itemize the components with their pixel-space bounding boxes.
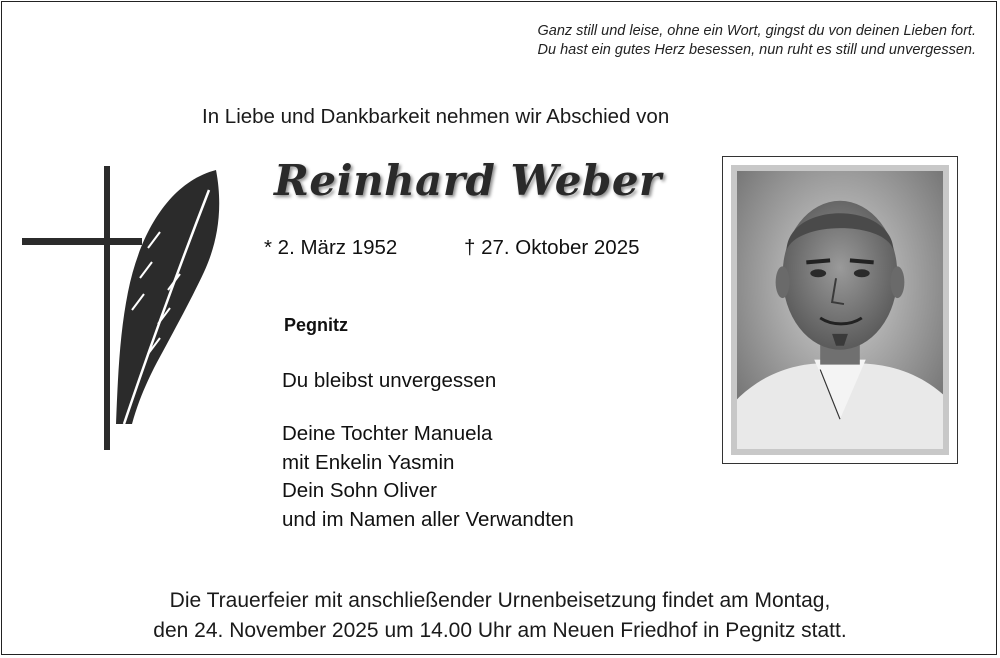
cross-with-feather-icon [20,162,230,454]
verse-line-2: Du hast ein gutes Herz besessen, nun ruht es still und unvergessen. [537,42,976,58]
family-list [282,420,574,534]
notice-line-1: Die Trauerfeier mit anschließender Urnenbeisetzung findet am Montag, [169,589,831,612]
intro-text: In Liebe und Dankbarkeit nehmen wir Abschied von [202,105,670,128]
motto: Du bleibst unvergessen [282,369,497,392]
obituary-card [1,1,997,655]
family-member: Deine Tochter Manuela [282,422,493,445]
death-date: † 27. Oktober 2025 [464,236,640,259]
hometown: Pegnitz [284,315,349,335]
birth-date: * 2. März 1952 [264,236,398,259]
portrait-photo [737,171,943,449]
verse [538,22,977,60]
notice-line-2: den 24. November 2025 um 14.00 Uhr am Neuen Friedhof in Pegnitz statt. [153,619,847,642]
family-member: und im Namen aller Verwandten [282,507,574,531]
family-member: Dein Sohn Oliver [282,479,437,502]
verse-line-1: Ganz still und leise, ohne ein Wort, gingst du von deinen Lieben fort. [537,23,976,39]
portrait-mat [731,165,949,455]
portrait-frame [722,156,958,464]
funeral-notice [2,586,998,646]
family-member: mit Enkelin Yasmin [282,450,455,474]
deceased-name: Reinhard Weber [274,156,662,205]
